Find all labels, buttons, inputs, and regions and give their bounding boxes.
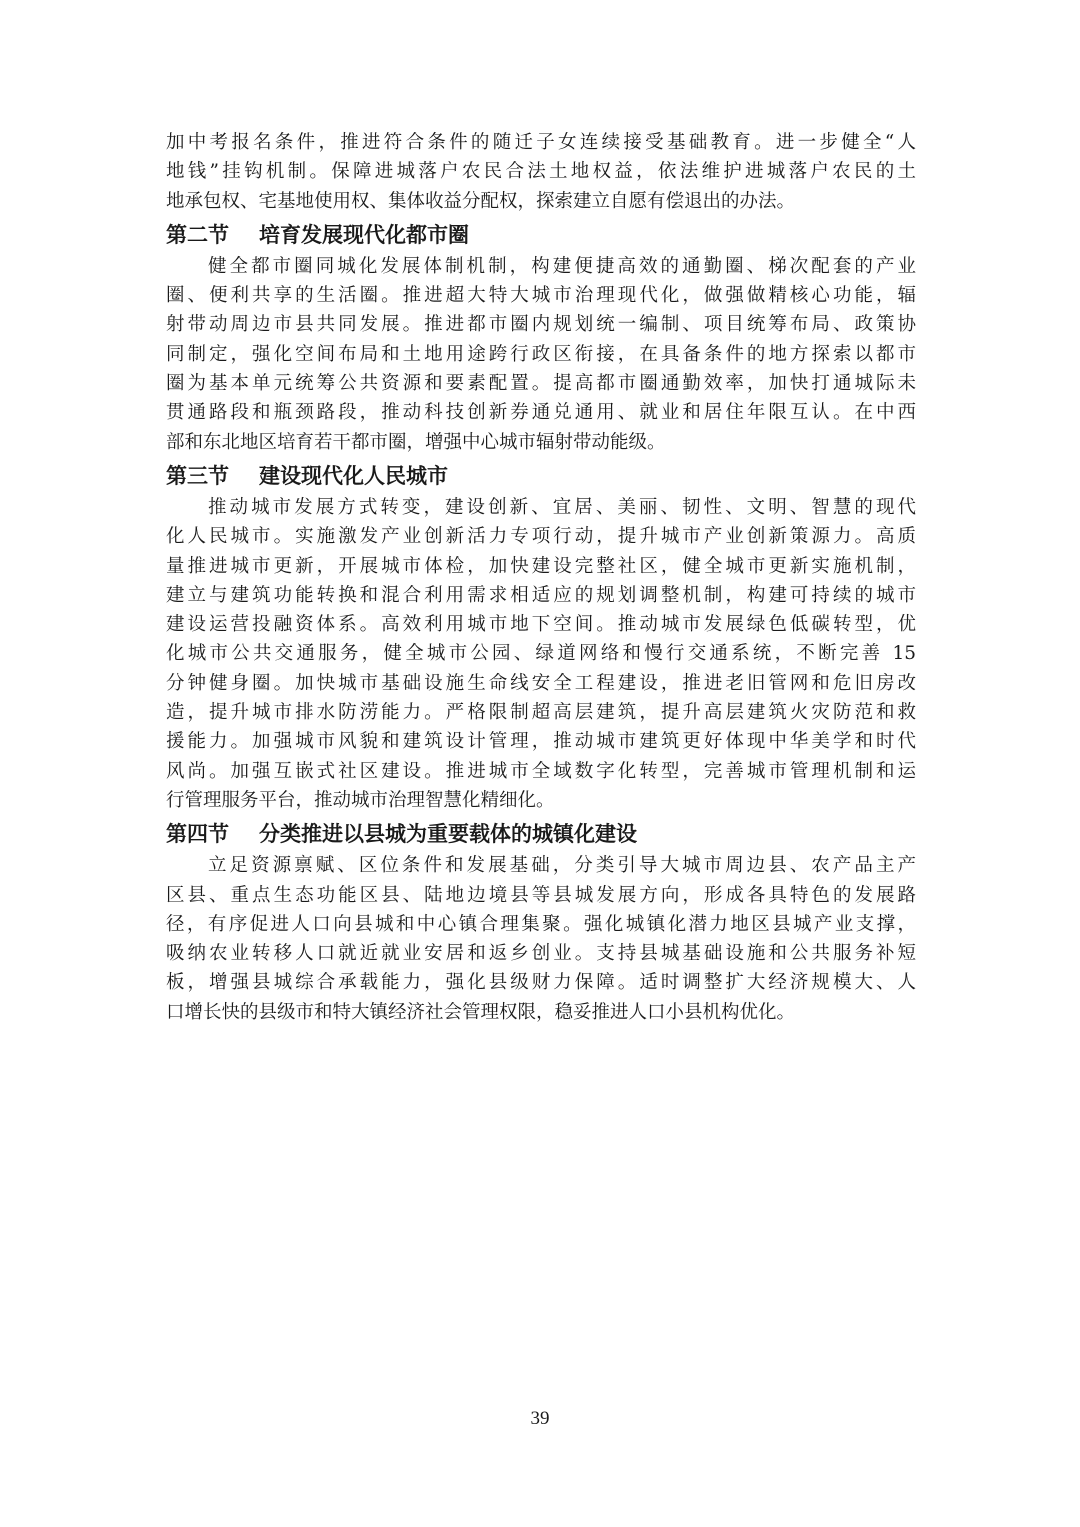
paragraph-line: 地钱”挂钩机制。保障进城落户农民合法土地权益，依法维护进城落户农民的土 bbox=[166, 161, 916, 183]
paragraph-line: 推动城市发展方式转变，建设创新、宜居、美丽、韧性、文明、智慧的现代 bbox=[208, 496, 916, 518]
section-title: 建设现代化人民城市 bbox=[259, 463, 448, 488]
paragraph-line: 建设运营投融资体系。高效利用城市地下空间。推动城市发展绿色低碳转型，优 bbox=[166, 614, 916, 636]
paragraph-line: 区县、重点生态功能区县、陆地边境县等县城发展方向，形成各具特色的发展路 bbox=[166, 884, 916, 906]
paragraph-line: 板，增强县城综合承载能力，强化县级财力保障。适时调整扩大经济规模大、人 bbox=[166, 972, 916, 994]
paragraph-line: 圈为基本单元统筹公共资源和要素配置。提高都市圈通勤效率，加快打通城际未 bbox=[166, 373, 916, 395]
paragraph-line: 径，有序促进人口向县城和中心镇合理集聚。强化城镇化潜力地区县城产业支撑， bbox=[166, 913, 916, 935]
paragraph-line: 吸纳农业转移人口就近就业安居和返乡创业。支持县城基础设施和公共服务补短 bbox=[166, 943, 916, 965]
paragraph-line: 化城市公共交通服务，健全城市公园、绿道网络和慢行交通系统，不断完善 15 bbox=[166, 643, 916, 665]
section-2-paragraph bbox=[166, 252, 916, 457]
paragraph-line: 建立与建筑功能转换和混合利用需求相适应的规划调整机制，构建可持续的城市 bbox=[166, 584, 916, 606]
section-heading-2 bbox=[166, 218, 916, 252]
paragraph-line: 行管理服务平台，推动城市治理智慧化精细化。 bbox=[166, 789, 555, 811]
paragraph-line: 贯通路段和瓶颈路段，推动科技创新券通兑通用、就业和居住年限互认。在中西 bbox=[166, 402, 916, 424]
paragraph-line: 加中考报名条件，推进符合条件的随迁子女连续接受基础教育。进一步健全“人 bbox=[166, 132, 916, 153]
paragraph-line: 分钟健身圈。加快城市基础设施生命线安全工程建设，推进老旧管网和危旧房改 bbox=[166, 672, 916, 694]
page-content bbox=[166, 128, 916, 1027]
paragraph-line: 援能力。加强城市风貌和建筑设计管理，推动城市建筑更好体现中华美学和时代 bbox=[166, 731, 916, 753]
section-heading-4 bbox=[166, 817, 916, 851]
paragraph-line: 量推进城市更新，开展城市体检，加快建设完整社区，健全城市更新实施机制， bbox=[166, 555, 916, 577]
section-title: 培育发展现代化都市圈 bbox=[259, 222, 469, 247]
paragraph-line: 圈、便利共享的生活圈。推进超大特大城市治理现代化，做强做精核心功能，辐 bbox=[166, 285, 916, 307]
paragraph-line: 化人民城市。实施激发产业创新活力专项行动，提升城市产业创新策源力。高质 bbox=[166, 526, 916, 548]
paragraph-line: 射带动周边市县共同发展。推进都市圈内规划统一编制、项目统筹布局、政策协 bbox=[166, 314, 916, 336]
page-number: 39 bbox=[530, 1408, 550, 1429]
intro-paragraph bbox=[166, 128, 916, 216]
section-number: 第二节 bbox=[166, 222, 229, 247]
paragraph-line: 健全都市圈同城化发展体制机制，构建便捷高效的通勤圈、梯次配套的产业 bbox=[208, 255, 916, 277]
paragraph-line: 同制定，强化空间布局和土地用途跨行政区衔接，在具备条件的地方探索以都市 bbox=[166, 343, 916, 365]
section-4-paragraph bbox=[166, 851, 916, 1027]
paragraph-line: 立足资源禀赋、区位条件和发展基础，分类引导大城市周边县、农产品主产 bbox=[208, 855, 916, 877]
paragraph-line: 口增长快的县级市和特大镇经济社会管理权限，稳妥推进人口小县机构优化。 bbox=[166, 1001, 796, 1023]
section-title: 分类推进以县城为重要载体的城镇化建设 bbox=[259, 822, 637, 847]
paragraph-line: 部和东北地区培育若干都市圈，增强中心城市辐射带动能级。 bbox=[166, 431, 666, 453]
section-number: 第四节 bbox=[166, 822, 229, 847]
section-number: 第三节 bbox=[166, 463, 229, 488]
paragraph-line: 造，提升城市排水防涝能力。严格限制超高层建筑，提升高层建筑火灾防范和救 bbox=[166, 702, 916, 724]
paragraph-line: 风尚。加强互嵌式社区建设。推进城市全域数字化转型，完善城市管理机制和运 bbox=[166, 760, 916, 782]
section-heading-3 bbox=[166, 459, 916, 493]
paragraph-line: 地承包权、宅基地使用权、集体收益分配权，探索建立自愿有偿退出的办法。 bbox=[166, 190, 796, 212]
section-3-paragraph bbox=[166, 493, 916, 815]
